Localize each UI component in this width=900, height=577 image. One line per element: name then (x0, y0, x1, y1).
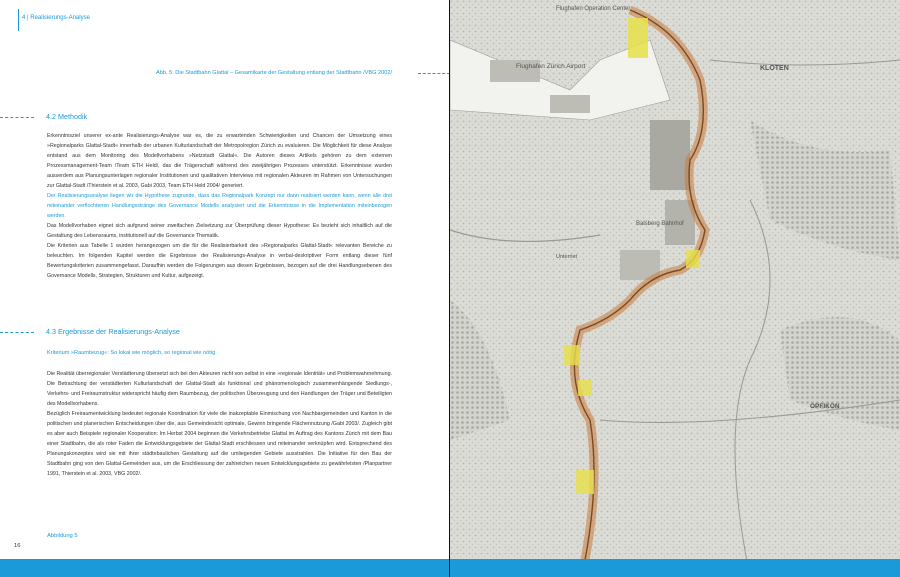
section-heading-ergebnisse: 4.3 Ergebnisse der Realisierungs-Analyse (0, 327, 180, 336)
ergebnisse-body (47, 369, 392, 479)
caption-dashed-rule (418, 73, 450, 74)
methodik-paragraph-3: Das Modellvorhaben eignet sich aufgrund seiner zweifachen Zielsetzung zur Überprüfung dieser Hypothese: Es bezieht sich inhaltlich auf die Gestaltung des Lebensraums, institutionell auf die Governance Thematik. (47, 223, 392, 239)
methodik-paragraph-4: Die Kriterien aus Tabelle 1 wurden herangezogen um die für die Realisierbarkeit des »Regionalparks Glattal-Stadt« relevanten Bereiche zu beleuchten. Im folgenden Kapitel werden die Ergebnisse der Realisierungs-Analyse in verbal-deskriptiver Form entlang dieser fünf Bewertungskriterien zusammengefasst. Daraufhin werden die Folgerungen aus diesen Ergebnissen, bezogen auf die drei Handlungsebenen des Governance Modells, Strategien, Strukturen und Kultur, aufgezeigt. (47, 243, 392, 279)
ergebnisse-paragraph-1: Die Realität überregionaler Verstädterung übersetzt sich bei den Akteuren nicht von selbst in eine »regionale Identität« und Problemwahrnehmung. Die Betrachtung der verstädterten Kulturlandschaft der Glattal-Stadt als funktional und phänomenologisch zusammenhängende Siedlungs-, Verkehrs- und Freiraumstruktur widerspricht häufig dem Raumbezug, der politischen Überzeugung und den Handlungen der Träger und Beteiligten des Modellvorhabens. (47, 371, 392, 407)
map-page (450, 0, 900, 577)
highlight-zone (686, 250, 700, 268)
map-label-airport: Flughafen Zürich Airport (516, 63, 586, 70)
building (650, 120, 690, 190)
highlight-zone (628, 18, 648, 58)
map-label-unterriet: Unterriet (556, 254, 578, 260)
page-number: 16 (14, 543, 21, 549)
heading-dashed-rule (0, 117, 34, 118)
bar-gutter-divider (449, 559, 450, 577)
bottom-accent-bar (0, 559, 900, 577)
section-heading-methodik: 4.2 Methodik (0, 112, 87, 121)
highlight-zone (576, 470, 594, 494)
map-label-kloten: KLOTEN (760, 65, 789, 72)
building (550, 95, 590, 113)
methodik-paragraph-2-highlight: Der Realisierungsanalyse liegen wir die Hypothese zugrunde, dass das Regionalpark Konzept nur dann realisiert werden kann, wenn alle drei miteinander verflochtenen Handlungsstränge des Governance Modells analysiert und die Erkenntnisse in die Implementation miteinbezogen werden. (47, 193, 392, 219)
map-label-operation-center: Flughafen Operation Center (556, 6, 631, 12)
heading-dashed-rule (0, 332, 34, 333)
highlight-zone (564, 345, 580, 365)
running-head: 4 | Realisierungs-Analyse (22, 15, 90, 21)
methodik-body (47, 131, 392, 281)
page-gutter (449, 0, 450, 577)
criterion-heading: Kriterium »Raumbezug«: So lokal wie möglich, so regional wie nötig (47, 350, 216, 356)
ergebnisse-paragraph-2: Bezüglich Freiraumentwicklung bedeutet regionale Koordination für viele die inakzeptable Einmischung von Nachbargemeinden und Kanton in die politischen und planerischen Entscheidungen über die, aus Gemeindesicht optimale, Gewinn bringende Flächennutzung /Gabi 2003/. Zugleich gibt es aber auch Beispiele regionaler Kooperation: Im Herbst 2004 beginnen die Verkehrsbetriebe Glattal im Auftrag des Kantons Zürich mit dem Bau einer Stadtbahn, die als roter Faden die Entwicklungsgebiete der Glattal-Stadt erschliessen und miteinander verknüpfen wird. Entsprechend des Planungskonzeptes wird sie mit ihrer städtebaulichen Gestaltung auf die umliegenden Gebiete ausstrahlen. Die Initiative für den Bau der Stadtbahn ging von den Glattal-Gemeinden aus, um die Erschliessung der zahlreichen neuen Entwicklungsgebiete zu gewährleisten /Planpartner 1991, Thierstein et al. 2003, VBG 2002/. (47, 411, 392, 477)
map-label-opfikon: OPFIKON (810, 403, 840, 410)
methodik-paragraph-1: Erkenntnisziel unserer ex-ante Realisierungs-Analyse war es, die zu erwartenden Schwierigkeiten und Chancen der Umsetzung eines »Regionalparks Glattal-Stadt« innerhalb der urbanen Kulturlandschaft der Metropolregion Zürich zu evaluieren. Die Möglichkeit für diese Analyse entstand aus dem Monitoring des Modellvorhabens »Netzstadt Glattal«. Die Autoren dieses Artikels gehören zu dem externen Prozessmanagement-Team /Team ETH Held/, das die Trägerschaft während des zweijährigen Prozesses unterstützt. Erkenntnisse wurden ausserdem aus Planungsunterlagen regionaler Institutionen und qualitativen Interviews mit regionalen Akteuren im Rahmen von Untersuchungen zur Glattal-Stadt /Thierstein et al. 2003, Gabi 2003, Team ETH Held 2004/ generiert. (47, 133, 392, 189)
figure-caption: Abb. 5: Die Stadtbahn Glattal – Gesamtkarte der Gestaltung entlang der Stadtbahn /VBG 2002/ (156, 70, 393, 76)
map-label-balsberg: Balsberg Bahnhof (636, 221, 684, 227)
stadtbahn-map (450, 0, 900, 577)
running-head-rule (18, 9, 19, 31)
highlight-zone (578, 380, 592, 396)
footer-figure-label: Abbildung 5 (47, 533, 78, 539)
